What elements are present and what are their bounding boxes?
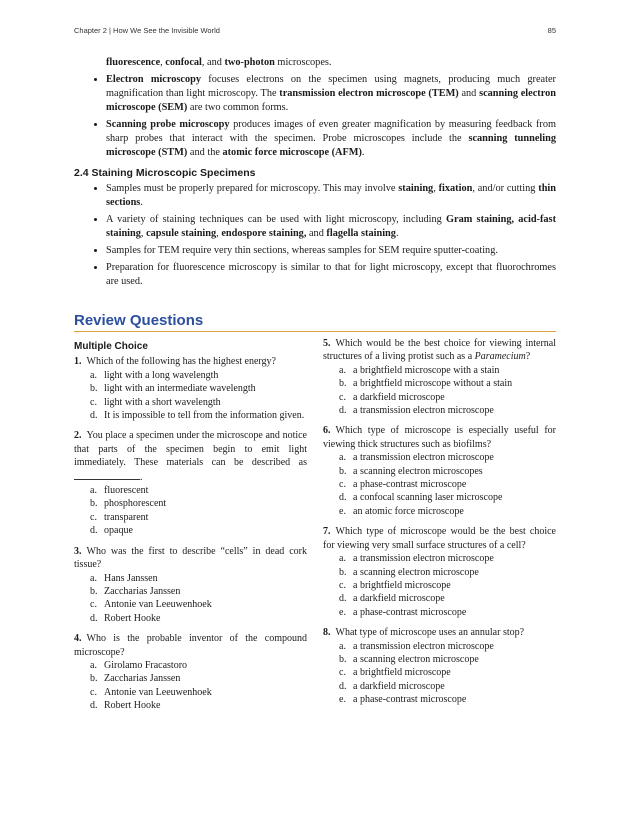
option-letter: a. <box>90 572 97 584</box>
option-text: a brightfield microscope without a stain <box>353 378 513 390</box>
bold-term: fixation <box>438 183 473 194</box>
question-number: 7. <box>323 526 331 538</box>
answer-options <box>323 640 556 707</box>
bullet-item <box>106 261 556 289</box>
option-text: Robert Hooke <box>104 700 161 712</box>
answer-option <box>74 409 307 422</box>
text-run: . <box>140 197 143 208</box>
option-text: a brightfield microscope <box>353 579 451 591</box>
question <box>323 626 556 706</box>
option-text: It is impossible to tell from the information given. <box>104 410 305 422</box>
option-text: Girolamo Fracastoro <box>104 659 188 671</box>
text-run: and <box>306 228 327 239</box>
option-text: Hans Janssen <box>104 572 158 584</box>
answer-option <box>74 511 307 524</box>
review-questions-header <box>74 312 556 332</box>
option-letter: b. <box>90 585 98 597</box>
option-text: a transmission electron microscope <box>353 553 494 565</box>
option-text: a brightfield microscope <box>353 667 451 679</box>
option-letter: d. <box>90 700 98 712</box>
text-run: . <box>395 228 399 239</box>
answer-option <box>74 572 307 585</box>
text-run: , <box>216 228 222 239</box>
answer-option <box>74 699 307 712</box>
option-text: an atomic force microscope <box>353 505 464 517</box>
question <box>323 525 556 619</box>
text-run: What type of microscope uses an annular stop? <box>335 627 525 639</box>
option-text: a confocal scanning laser microscope <box>353 492 503 504</box>
left-question-list <box>74 355 307 712</box>
option-letter: d. <box>90 410 98 422</box>
bold-term: atomic force microscope (AFM) <box>222 147 362 158</box>
option-letter: b. <box>339 566 347 578</box>
text-run: , and <box>201 57 225 68</box>
summary-bullet-list <box>74 73 556 160</box>
option-letter: d. <box>90 525 98 537</box>
question <box>74 355 307 422</box>
continued-bullet-text <box>74 56 556 70</box>
answer-option <box>323 653 556 666</box>
option-text: Zaccharias Janssen <box>104 585 181 597</box>
option-text: a phase-contrast microscope <box>353 606 467 618</box>
bullet-item <box>106 118 556 160</box>
question-stem <box>323 525 556 552</box>
text-run: , and/or cutting <box>472 183 539 194</box>
option-letter: b. <box>339 653 347 665</box>
option-text: light with an intermediate wavelength <box>104 383 256 395</box>
answer-option <box>323 391 556 404</box>
chapter-title: Chapter 2 | How We See the Invisible World <box>74 26 220 35</box>
question <box>323 424 556 518</box>
text-run: , <box>433 183 439 194</box>
answer-option <box>74 484 307 497</box>
question <box>74 632 307 712</box>
option-letter: a. <box>339 452 346 464</box>
question-number: 3. <box>74 545 82 557</box>
question-stem <box>323 337 556 364</box>
text-run: are two common forms. <box>187 102 289 113</box>
text-run: Which type of microscope is especially useful for viewing thick structures such as biofilms? <box>323 425 556 450</box>
answer-option <box>323 404 556 417</box>
question-stem <box>74 429 307 484</box>
answer-option <box>74 524 307 537</box>
option-letter: d. <box>90 612 98 624</box>
bold-term: scanning tunneling microscope (STM) <box>106 133 557 158</box>
answer-option <box>74 369 307 382</box>
option-letter: a. <box>90 369 97 381</box>
option-letter: b. <box>90 498 98 510</box>
text-run: Preparation for fluorescence microscopy is similar to that for light microscopy, except that fluorochromes are used. <box>106 262 556 287</box>
answer-options <box>74 484 307 538</box>
text-run: microscopes. <box>274 57 332 68</box>
option-letter: e. <box>339 606 346 618</box>
bold-term: flagella staining <box>326 228 396 239</box>
option-text: a scanning electron microscope <box>353 566 479 578</box>
option-text: light with a short wavelength <box>104 396 221 408</box>
option-letter: c. <box>90 686 97 698</box>
bold-term: staining <box>398 183 434 194</box>
option-letter: c. <box>339 479 346 491</box>
review-questions-title: Review Questions <box>74 312 204 329</box>
answer-options <box>323 364 556 418</box>
option-letter: e. <box>339 505 346 517</box>
italic-term: Paramecium <box>474 351 526 363</box>
answer-option <box>323 377 556 390</box>
summary-block <box>74 56 556 292</box>
option-text: a transmission electron microscope <box>353 640 494 652</box>
question-stem <box>74 355 307 368</box>
option-text: a brightfield microscope with a stain <box>353 364 500 376</box>
bold-term: two-photon <box>224 57 275 68</box>
text-run: focuses electrons on the specimen using magnets, producing much greater magnification than light microscopy. The <box>106 74 556 99</box>
bold-term: scanning electron microscope (SEM) <box>106 88 556 113</box>
answer-option <box>323 680 556 693</box>
option-text: Robert Hooke <box>104 612 161 624</box>
text-run: Who is the probable inventor of the compound microscope? <box>74 633 307 658</box>
question-stem <box>74 545 307 572</box>
option-letter: b. <box>339 465 347 477</box>
option-text: Antonie van Leeuwenhoek <box>104 686 212 698</box>
text-run: . <box>140 471 143 483</box>
answer-option <box>74 382 307 395</box>
bold-term: fluorescence <box>106 57 161 68</box>
question <box>323 337 556 417</box>
option-text: Zaccharias Janssen <box>104 673 181 685</box>
option-letter: c. <box>90 511 97 523</box>
option-text: phosphorescent <box>104 498 167 510</box>
bold-term: Gram staining, acid-fast staining <box>106 214 556 239</box>
option-text: light with a long wavelength <box>104 369 219 381</box>
bold-term: Scanning probe microscopy <box>106 119 230 130</box>
section-bullet-list <box>74 182 556 289</box>
answer-option <box>323 491 556 504</box>
bullet-item <box>106 213 556 241</box>
answer-options <box>74 369 307 423</box>
answer-option <box>74 672 307 685</box>
option-text: a phase-contrast microscope <box>353 694 467 706</box>
answer-options <box>323 552 556 619</box>
option-text: a darkfield microscope <box>353 391 445 403</box>
text-run: Who was the first to describe “cells” in dead cork tissue? <box>74 545 307 571</box>
bold-term: Electron microscopy <box>106 74 201 85</box>
text-run: Samples must be properly prepared for microscopy. This may involve <box>106 183 399 194</box>
option-letter: a. <box>339 553 346 565</box>
text-run: Which of the following has the highest energy? <box>86 356 276 368</box>
text-run: Which would be the best choice for viewing internal structures of a living protist such as a <box>323 338 556 363</box>
option-text: a darkfield microscope <box>353 680 445 692</box>
option-letter: b. <box>339 378 347 390</box>
option-letter: d. <box>339 405 347 417</box>
question-stem <box>74 632 307 659</box>
bold-term: thin sections <box>106 183 557 208</box>
answer-option <box>74 686 307 699</box>
answer-option <box>323 606 556 619</box>
option-text: Antonie van Leeuwenhoek <box>104 599 212 611</box>
question-number: 8. <box>323 627 331 639</box>
answer-options <box>74 572 307 626</box>
question <box>74 429 307 537</box>
option-text: a darkfield microscope <box>353 593 445 605</box>
answer-options <box>74 659 307 713</box>
answer-option <box>323 478 556 491</box>
bold-term: transmission electron microscope (TEM) <box>279 88 459 99</box>
answer-options <box>323 451 556 518</box>
answer-option <box>74 598 307 611</box>
answer-option <box>74 497 307 510</box>
option-letter: d. <box>339 593 347 605</box>
text-run: A variety of staining techniques can be used with light microscopy, including <box>106 214 447 225</box>
question-number: 4. <box>74 633 82 645</box>
bullet-item <box>106 182 556 210</box>
answer-option <box>323 693 556 706</box>
text-run: , <box>140 228 147 239</box>
option-text: a transmission electron microscope <box>353 452 494 464</box>
page-header <box>74 26 556 35</box>
option-letter: e. <box>339 694 346 706</box>
answer-option <box>323 666 556 679</box>
text-run: . <box>361 147 365 158</box>
section-heading: 2.4 Staining Microscopic Specimens <box>74 167 256 179</box>
right-column <box>323 337 556 714</box>
text-run: produces images of even greater magnification by measuring feedback from sharp probes that interact with the specimen. Probe microscopes include the <box>106 119 556 144</box>
option-letter: b. <box>90 673 98 685</box>
answer-option <box>323 552 556 565</box>
option-letter: c. <box>90 396 97 408</box>
question-stem <box>323 424 556 451</box>
option-letter: d. <box>339 492 347 504</box>
option-letter: a. <box>339 364 346 376</box>
answer-option <box>74 396 307 409</box>
answer-option <box>323 451 556 464</box>
left-column <box>74 338 307 720</box>
text-run: and <box>458 88 480 99</box>
option-letter: a. <box>90 485 97 497</box>
option-text: opaque <box>104 525 133 537</box>
page-number: 85 <box>547 26 556 35</box>
answer-option <box>323 505 556 518</box>
option-text: fluorescent <box>104 485 149 497</box>
multiple-choice-heading: Multiple Choice <box>74 341 148 352</box>
text-run: , <box>160 57 166 68</box>
answer-option <box>323 364 556 377</box>
text-run: You place a specimen under the microscope and notice that parts of the specimen begin to emit light immediately. These materials can be described as <box>74 430 307 469</box>
option-letter: c. <box>90 599 97 611</box>
question-stem <box>323 626 556 639</box>
question <box>74 545 307 625</box>
option-letter: c. <box>339 667 346 679</box>
option-text: a transmission electron microscope <box>353 405 494 417</box>
text-run: and the <box>187 147 223 158</box>
bold-term: endospore staining, <box>221 228 307 239</box>
text-run: Samples for TEM require very thin sections, whereas samples for SEM require sputter-coating. <box>106 245 498 256</box>
question-number: 1. <box>74 356 82 368</box>
answer-option <box>323 579 556 592</box>
option-letter: c. <box>339 579 346 591</box>
option-text: a phase-contrast microscope <box>353 479 467 491</box>
answer-option <box>323 566 556 579</box>
text-run: ? <box>525 351 531 363</box>
bold-term: confocal <box>165 57 202 68</box>
option-text: transparent <box>104 511 149 523</box>
question-number: 6. <box>323 425 331 437</box>
option-letter: a. <box>90 659 97 671</box>
option-text: a scanning electron microscopes <box>353 465 483 477</box>
option-text: a scanning electron microscope <box>353 653 479 665</box>
option-letter: b. <box>90 383 98 395</box>
option-letter: d. <box>339 680 347 692</box>
bullet-item <box>106 244 556 258</box>
option-letter: c. <box>339 391 346 403</box>
answer-option <box>323 465 556 478</box>
right-question-list <box>323 337 556 707</box>
answer-blank <box>74 470 140 480</box>
answer-option <box>74 612 307 625</box>
bullet-item <box>106 73 556 115</box>
question-number: 5. <box>323 338 331 349</box>
answer-option <box>323 640 556 653</box>
answer-option <box>323 592 556 605</box>
option-letter: a. <box>339 640 346 652</box>
bold-term: capsule staining <box>146 228 217 239</box>
answer-option <box>74 659 307 672</box>
answer-option <box>74 585 307 598</box>
text-run: Which type of microscope would be the best choice for viewing very small surface structures of a cell? <box>323 526 556 551</box>
question-number: 2. <box>74 430 82 442</box>
